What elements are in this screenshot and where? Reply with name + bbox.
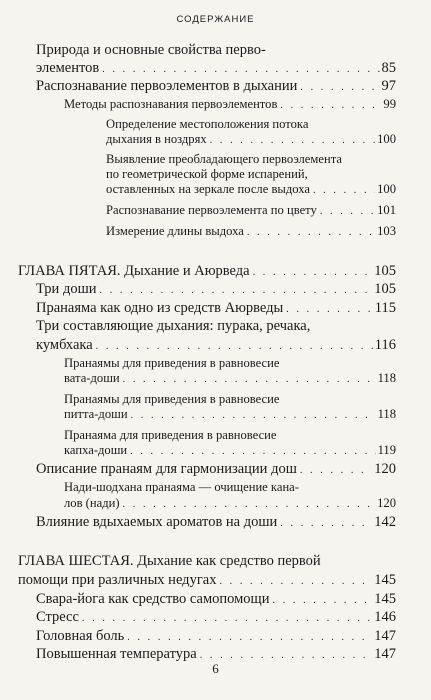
toc-entry[interactable] <box>36 281 396 299</box>
toc-page-number: 100 <box>377 182 396 196</box>
toc-page-number: 103 <box>377 224 396 238</box>
toc-page-number: 105 <box>374 281 396 297</box>
toc-entry-title: оставленных на зеркале после выдоха <box>106 182 310 196</box>
toc-page-number: 145 <box>374 572 396 588</box>
toc-entry[interactable] <box>36 337 396 355</box>
dot-leader <box>123 372 376 387</box>
toc-page-number: 101 <box>377 203 396 217</box>
toc-page-number: 120 <box>374 461 396 477</box>
toc-entry[interactable] <box>36 514 396 532</box>
toc-entry[interactable] <box>106 182 396 198</box>
toc-entry-title: Свара-йога как средство самопомощи <box>36 591 270 607</box>
dot-leader <box>96 338 373 355</box>
toc-entry-line: Природа и основные свойства перво- <box>36 42 266 58</box>
toc-entry-title: Пранаяма как одно из средств Аюрведы <box>36 300 284 316</box>
toc-entry-title: Измерение длины выдоха <box>106 224 244 238</box>
toc-entry[interactable] <box>64 371 396 387</box>
toc-chapter-title: ГЛАВА ПЯТАЯ. Дыхание и Аюрведа <box>18 263 250 279</box>
dot-leader <box>130 444 375 459</box>
toc-entry[interactable] <box>64 407 396 423</box>
toc-entry-title: лов (нади) <box>64 496 120 510</box>
toc-entry-line: Пранаямы для приведения в равновесие <box>64 392 280 406</box>
dot-leader <box>313 183 375 198</box>
toc-entry[interactable] <box>36 60 396 78</box>
toc-entry-title: питта-доши <box>64 407 128 421</box>
toc-entry-line: Пранаяма для приведения в равновесие <box>64 428 277 442</box>
dot-leader <box>100 282 373 299</box>
toc-entry[interactable] <box>36 461 396 479</box>
toc-entry-title: Три доши <box>36 281 97 297</box>
dot-leader <box>300 79 379 96</box>
toc-entry[interactable] <box>36 609 396 627</box>
toc-entry[interactable] <box>106 203 396 219</box>
toc-entry-title: вата-доши <box>64 371 120 385</box>
toc-page-number: 116 <box>374 337 396 353</box>
toc-page-number: 145 <box>374 591 396 607</box>
toc-entry-line: Определение местоположения потока <box>106 117 309 131</box>
toc-entry-title: Повышенная температура <box>36 646 197 662</box>
toc-entry[interactable] <box>64 443 396 459</box>
toc-page-number: 85 <box>381 60 396 76</box>
toc-entry[interactable] <box>64 496 396 512</box>
toc-page-number: 142 <box>374 514 396 530</box>
toc-entry-title: Головная боль <box>36 628 125 644</box>
toc-page-number: 147 <box>374 646 396 662</box>
running-header: СОДЕРЖАНИЕ <box>176 14 255 25</box>
toc-chapter-line: ГЛАВА ШЕСТАЯ. Дыхание как средство первой <box>18 553 321 569</box>
toc-entry-title: элементов <box>36 60 100 76</box>
toc-entry-title: кумбхака <box>36 337 93 353</box>
toc-entry[interactable] <box>106 132 396 148</box>
toc-page-number: 119 <box>377 443 396 457</box>
dot-leader <box>320 204 375 219</box>
toc-page-number: 120 <box>377 496 396 510</box>
toc-page-number: 100 <box>377 132 396 146</box>
toc-entry-line: по геометрической форме испарений, <box>106 167 308 181</box>
dot-leader <box>127 629 372 646</box>
toc-chapter[interactable] <box>18 572 396 590</box>
dot-leader <box>210 133 375 148</box>
toc-page-number: 97 <box>381 78 396 94</box>
toc-entry[interactable] <box>36 78 396 96</box>
toc-page-number: 99 <box>383 97 396 111</box>
toc-entry-title: капха-доши <box>64 443 128 457</box>
dot-leader <box>131 408 376 423</box>
toc-entry-line: Пранаямы для приведения в равновесие <box>64 356 280 370</box>
toc-page-number: 105 <box>374 263 396 279</box>
toc-page-number: 115 <box>374 300 396 316</box>
dot-leader <box>300 462 372 479</box>
toc-entry-line: Нади-шодхана пранаяма — очищение кана- <box>64 480 299 494</box>
toc-page-number: 146 <box>374 609 396 625</box>
toc-entry[interactable] <box>36 300 396 318</box>
toc-page-number: 118 <box>377 371 396 385</box>
dot-leader <box>286 301 373 318</box>
toc-entry[interactable] <box>36 628 396 646</box>
toc-page-number: 118 <box>377 407 396 421</box>
toc-entry-title: дыхания в ноздрях <box>106 132 207 146</box>
dot-leader <box>219 573 372 590</box>
dot-leader <box>280 515 372 532</box>
toc-chapter-title: помощи при различных недугах <box>18 572 217 588</box>
dot-leader <box>247 225 375 240</box>
dot-leader <box>82 610 372 627</box>
dot-leader <box>273 592 373 609</box>
page-number: 6 <box>212 661 219 676</box>
toc-entry[interactable] <box>64 97 396 113</box>
toc-entry-line: Выявление преобладающего первоэлемента <box>106 152 342 166</box>
dot-leader <box>123 497 376 512</box>
toc-entry-line: Три составляющие дыхания: пурака, речака, <box>36 318 311 334</box>
toc-entry[interactable] <box>106 224 396 240</box>
toc-entry-title: Методы распознавания первоэлементов <box>64 97 278 111</box>
toc-page-number: 147 <box>374 628 396 644</box>
toc-entry-title: Распознавание первоэлементов в дыхании <box>36 78 298 94</box>
toc-entry-title: Влияние вдыхаемых ароматов на доши <box>36 514 278 530</box>
toc-entry[interactable] <box>36 591 396 609</box>
dot-leader <box>102 61 379 78</box>
toc-entry-title: Описание пранаям для гармонизации дош <box>36 461 297 477</box>
dot-leader <box>253 264 373 281</box>
dot-leader <box>280 98 381 113</box>
toc-entry-title: Стресс <box>36 609 79 625</box>
toc-chapter[interactable] <box>18 263 396 281</box>
toc-entry-title: Распознавание первоэлемента по цвету <box>106 203 317 217</box>
